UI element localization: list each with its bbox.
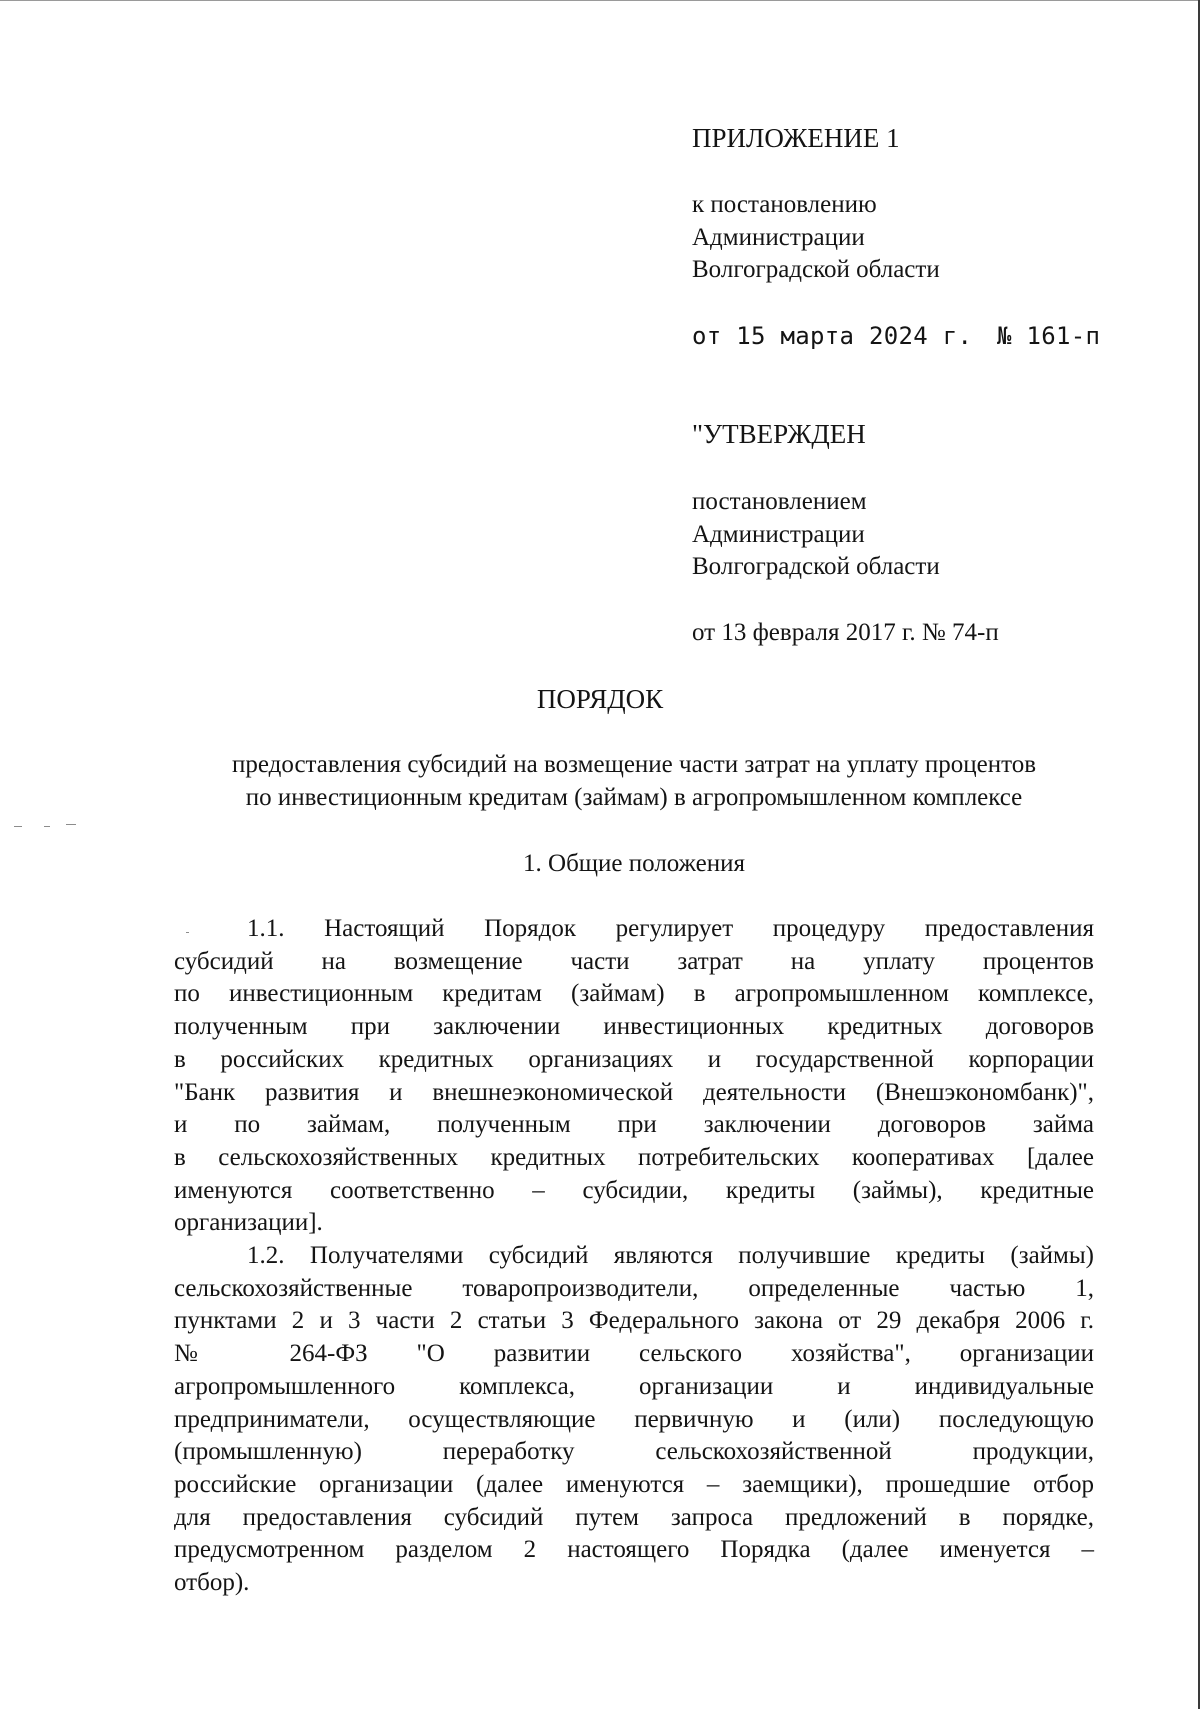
paragraph-line: пунктами 2 и 3 части 2 статьи 3 Федерального закона от 29 декабря 2006 г. (174, 1307, 1094, 1335)
paragraph-1-2 (174, 1240, 1094, 1600)
paragraph-line: в российских кредитных организациях и государственной корпорации (174, 1045, 1094, 1073)
paragraph-line: 1.1. Настоящий Порядок регулирует процедуру предоставления (247, 915, 1094, 942)
paragraph-line: субсидий на возмещение части затрат на уплату процентов (174, 947, 1094, 975)
paragraph-line: "Банк развития и внешнеэкономической деятельности (Внешэкономбанк)", (174, 1078, 1094, 1106)
paragraph-line: отбор). (174, 1569, 250, 1597)
annex-reference-line: к постановлению (692, 191, 877, 218)
paragraph-line: российские организации (далее именуются – заемщики), прошедшие отбор (174, 1470, 1094, 1498)
paragraph-line: полученным при заключении инвестиционных кредитных договоров (174, 1013, 1094, 1041)
paragraph-line: в сельскохозяйственных кредитных потребительских кооперативах [далее (174, 1143, 1094, 1171)
approved-reference-line: постановлением (692, 488, 867, 515)
approved-title: "УТВЕРЖДЕН (692, 419, 866, 449)
approved-date: от 13 февраля 2017 г. № 74-п (692, 619, 999, 646)
approved-reference-line: Администрации (692, 520, 865, 548)
section-heading: 1. Общие положения (523, 850, 745, 877)
paragraph-line: № 264-ФЗ "О развитии сельского хозяйства", организации (174, 1340, 1094, 1368)
paragraph-line: предприниматели, осуществляющие первичную и (или) последующую (174, 1405, 1094, 1433)
scan-speck (44, 826, 50, 827)
paragraph-line: по инвестиционным кредитам (займам) в агропромышленном комплексе, (174, 980, 1094, 1008)
approved-reference-line: Волгоградской области (692, 553, 940, 580)
paragraph-line: предусмотренном разделом 2 настоящего Порядка (далее именуется – (174, 1536, 1094, 1564)
paragraph-line: агропромышленного комплекса, организации и индивидуальные (174, 1372, 1094, 1400)
annex-reference-line: Волгоградской области (692, 256, 940, 283)
document-title: ПОРЯДОК (536, 684, 664, 714)
paragraph-1-1 (174, 913, 1094, 1240)
paragraph-line: и по займам, полученным при заключении договоров займа (174, 1111, 1094, 1139)
document-subtitle-line: по инвестиционным кредитам (займам) в агропромышленном комплексе (245, 784, 1023, 811)
annex-number: № 161-п (997, 322, 1101, 350)
paragraph-line: организации]. (174, 1209, 323, 1237)
annex-date: от 15 марта 2024 г. (692, 322, 973, 350)
paragraph-line: именуются соответственно – субсидии, кредиты (займы), кредитные (174, 1176, 1094, 1204)
annex-reference (692, 189, 940, 287)
annex-reference-line: Администрации (692, 223, 865, 251)
approved-reference (692, 486, 940, 584)
document-subtitle (174, 748, 1094, 814)
scan-speck (14, 826, 22, 827)
paragraph-line: (промышленную) переработку сельскохозяйственной продукции, (174, 1438, 1094, 1466)
scan-speck (66, 824, 76, 825)
paragraph-line: для предоставления субсидий путем запроса предложений в порядке, (174, 1503, 1094, 1531)
document-subtitle-line: предоставления субсидий на возмещение части затрат на уплату процентов (231, 751, 1037, 778)
annex-title: ПРИЛОЖЕНИЕ 1 (692, 123, 900, 153)
page-top-edge (0, 0, 1200, 1)
paragraph-line: сельскохозяйственные товаропроизводители, определенные частью 1, (174, 1274, 1094, 1302)
paragraph-line: 1.2. Получателями субсидий являются получившие кредиты (займы) (247, 1242, 1094, 1269)
